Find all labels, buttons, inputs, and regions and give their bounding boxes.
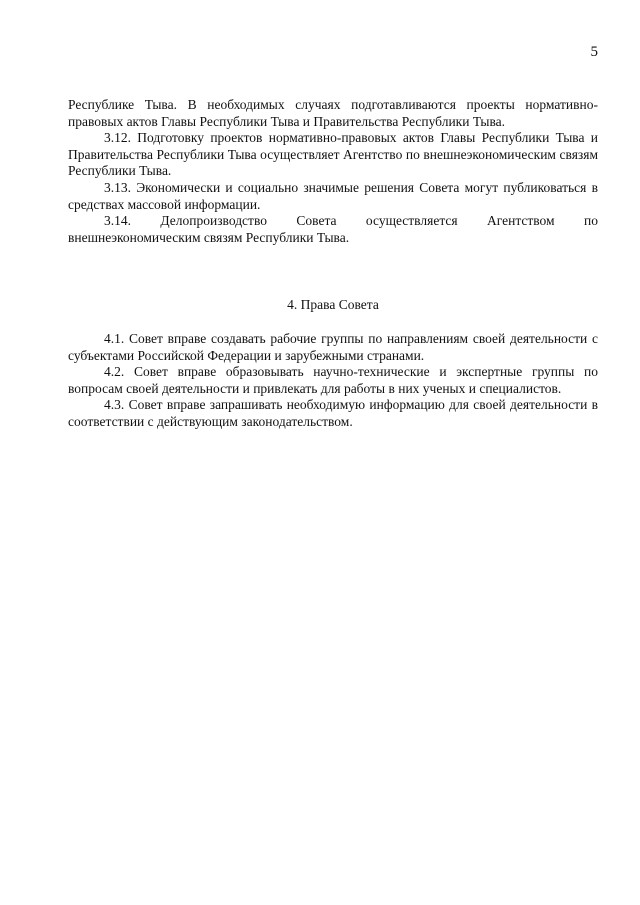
paragraph-3-13: 3.13. Экономически и социально значимые решения Совета могут публиковаться в средствах массовой информации. [68, 179, 598, 212]
document-body [68, 97, 598, 431]
paragraph-4-1: 4.1. Совет вправе создавать рабочие группы по направлениям своей деятельности с субъектами Российской Федерации и зарубежными странами. [68, 330, 598, 363]
paragraph-4-3: 4.3. Совет вправе запрашивать необходимую информацию для своей деятельности в соответствии с действующим законодательством. [68, 397, 598, 429]
paragraph-3-12: 3.12. Подготовку проектов нормативно-правовых актов Главы Республики Тыва и Правительства Республики Тыва осуществляет Агентство по внешнеэкономическим связям Республики Тыва. [68, 130, 598, 179]
paragraph-4-2: 4.2. Совет вправе образовывать научно-технические и экспертные группы по вопросам своей деятельности и привлекать для работы в них ученых и специалистов. [68, 364, 598, 396]
paragraph-3-14: 3.14. Делопроизводство Совета осуществляется Агентством по внешнеэкономическим связям Республики Тыва. [68, 213, 598, 245]
section-heading-rights: 4. Права Совета [287, 297, 379, 313]
page-number: 5 [590, 44, 598, 60]
paragraph-3-11-continuation: Республике Тыва. В необходимых случаях подготавливаются проекты нормативно-правовых актов Главы Республики Тыва и Правительства Республики Тыва. [68, 97, 598, 129]
